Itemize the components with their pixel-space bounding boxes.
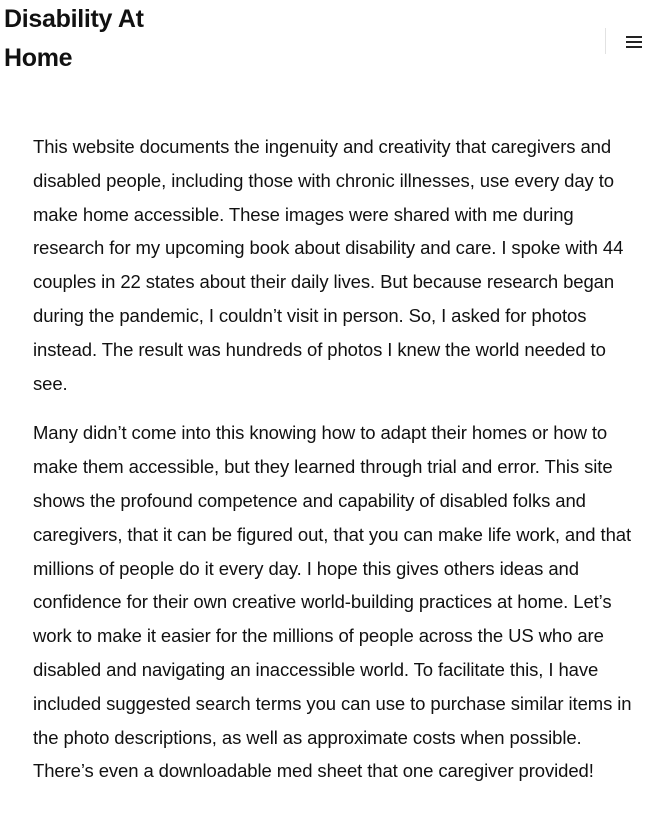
main-content xyxy=(33,130,645,804)
body-paragraph: Many didn’t come into this knowing how to adapt their homes or how to make them accessible, but they learned through trial and error. This site shows the profound competence and capability of disabled folks and caregivers, that it can be figured out, that you can make life work, and that millions of people do it every day. I hope this gives others ideas and confidence for their own creative world-building practices at home. Let’s work to make it easier for the millions of people across the US who are disabled and navigating an inaccessible world. To facilitate this, I have included suggested search terms you can use to purchase similar items in the photo descriptions, as well as approximate costs when possible. There’s even a downloadable med sheet that one caregiver provided! xyxy=(33,422,632,782)
site-header xyxy=(0,0,652,90)
header-divider xyxy=(605,28,606,54)
site-title[interactable]: Disability At Home xyxy=(4,5,144,72)
intro-paragraph: This website documents the ingenuity and creativity that caregivers and disabled people, including those with chronic illnesses, use every day to make home accessible. These images were shared with me during research for my upcoming book about disability and care. I spoke with 44 couples in 22 states about their daily lives. But because research began during the pandemic, I couldn’t visit in person. So, I asked for photos instead. The result was hundreds of photos I knew the world needed to see. xyxy=(33,136,624,394)
menu-button[interactable] xyxy=(622,28,648,54)
